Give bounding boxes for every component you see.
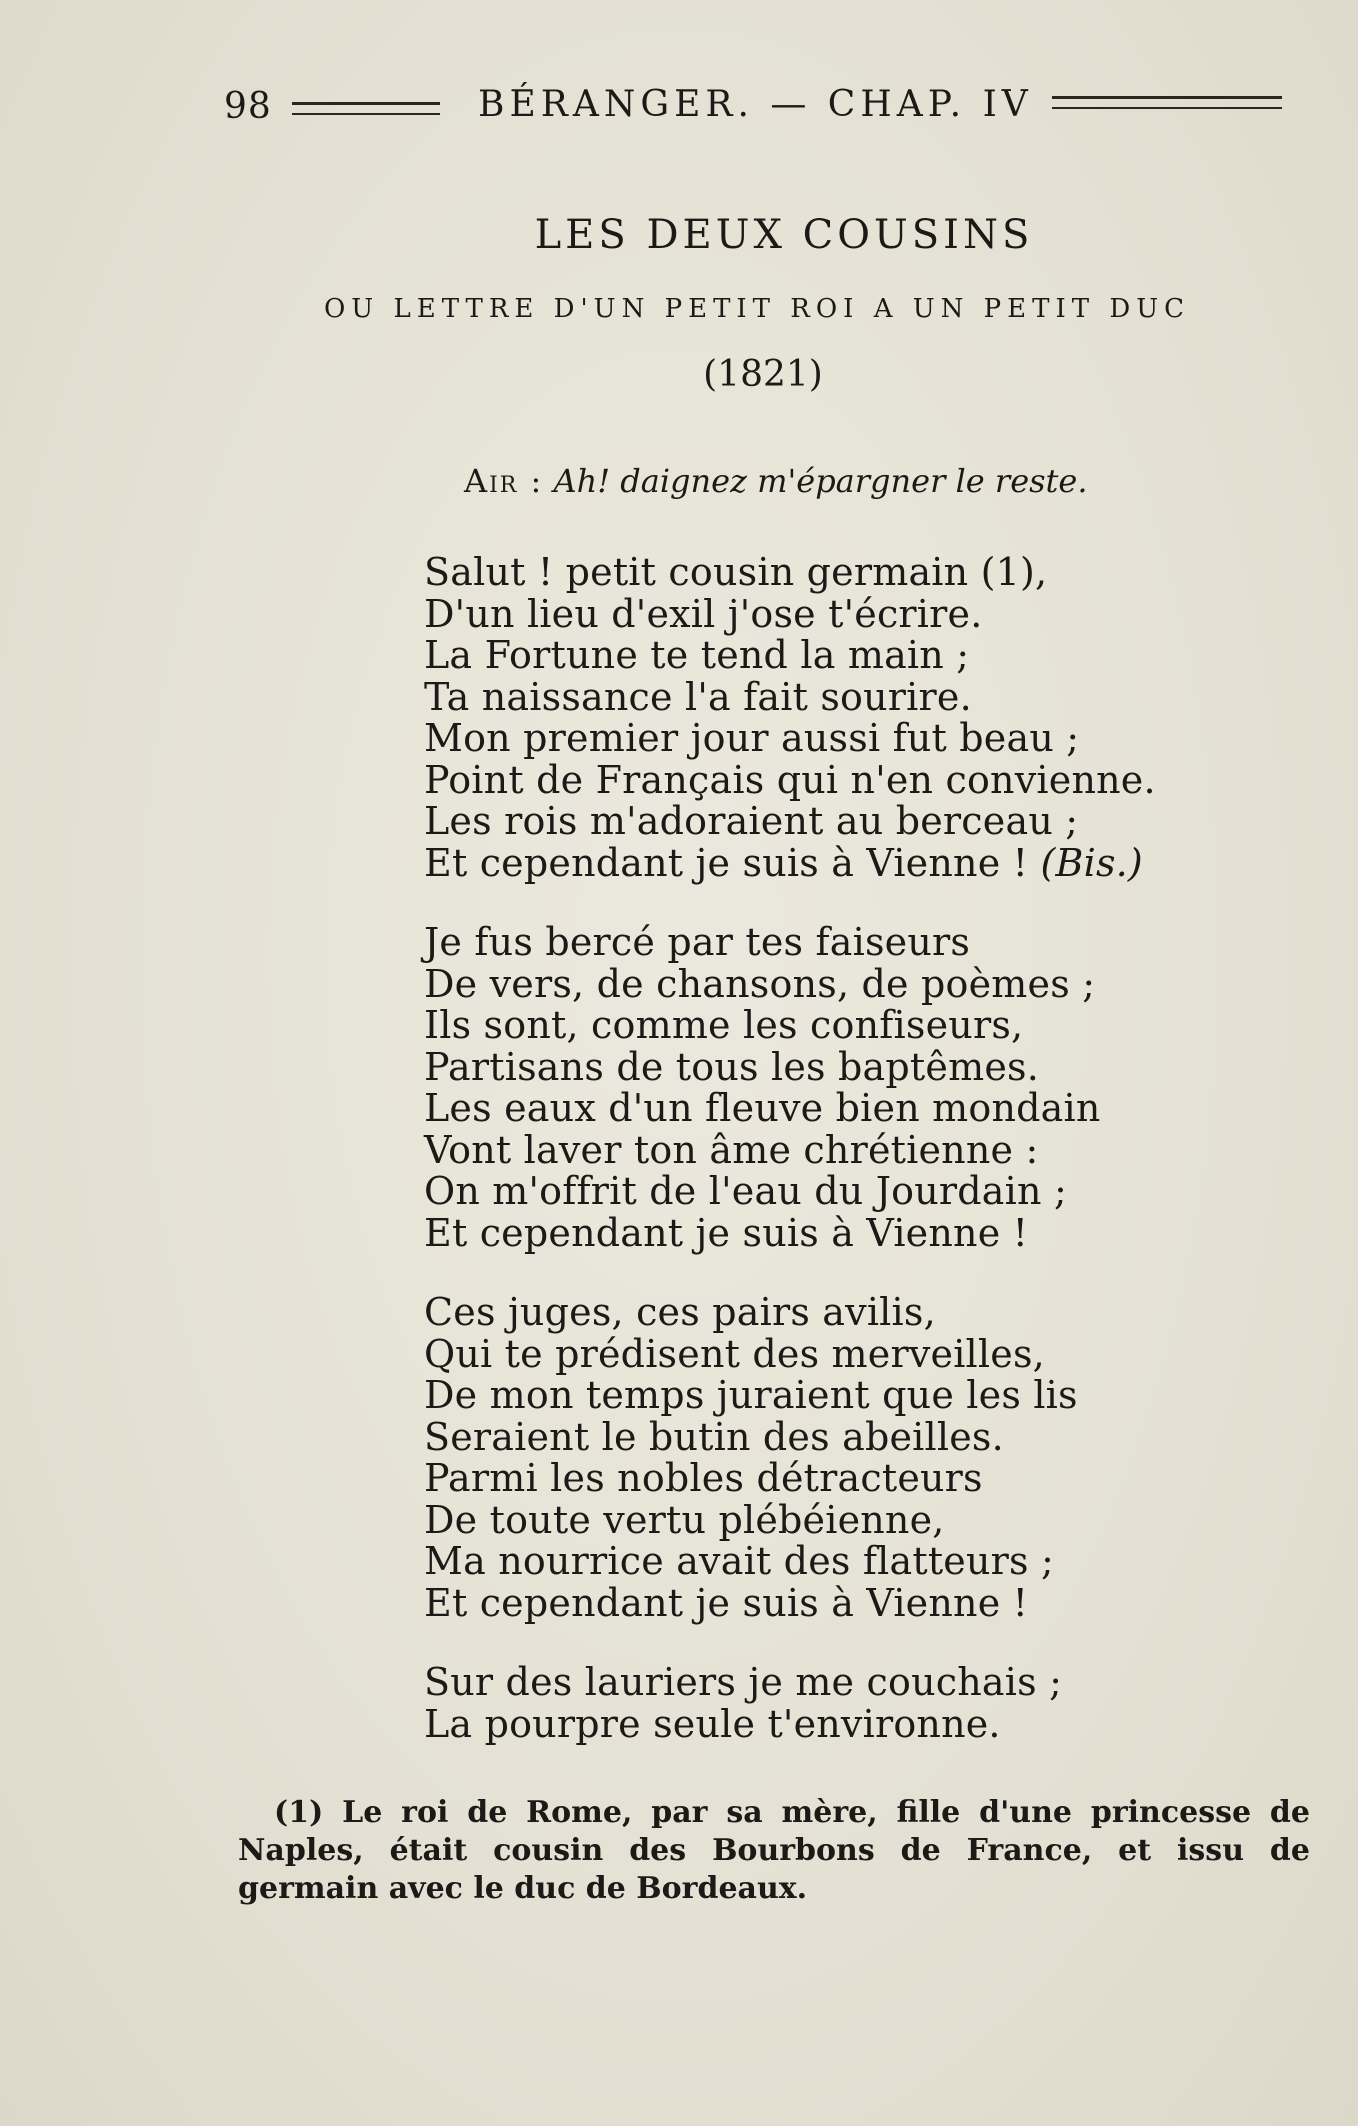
refrain-marker: (Bis.) — [1040, 840, 1143, 885]
verse: Salut ! petit cousin germain (1), — [424, 550, 1048, 594]
verse: On m'offrit de l'eau du Jourdain ; — [424, 1169, 1067, 1213]
verse: Partisans de tous les baptêmes. — [424, 1044, 1039, 1089]
verse: Qui te prédisent des merveilles, — [424, 1331, 1045, 1376]
verse: De mon temps juraient que les lis — [424, 1373, 1078, 1417]
verse-with-refrain — [424, 840, 1184, 885]
header-rule-right — [1052, 96, 1282, 109]
stanza-3 — [424, 1292, 1184, 1624]
verse: Seraient le butin des abeilles. — [424, 1414, 1004, 1459]
stanza-4 — [424, 1662, 1184, 1745]
air-line — [464, 462, 1088, 500]
verse: Ces juges, ces pairs avilis, — [424, 1290, 936, 1334]
verse: Et cependant je suis à Vienne ! — [424, 1210, 1029, 1255]
poem-title: LES DEUX COUSINS — [534, 212, 1034, 258]
verse: Je fus bercé par tes faiseurs — [424, 920, 971, 964]
stanza-2 — [424, 922, 1184, 1254]
verse: Mon premier jour aussi fut beau ; — [424, 716, 1080, 760]
verse-text: Et cependant je suis à Vienne ! — [424, 840, 1041, 885]
running-header-title: BÉRANGER. — CHAP. IV — [478, 84, 1033, 125]
verse: Les rois m'adoraient au berceau ; — [424, 799, 1079, 843]
air-label: Air : — [464, 462, 544, 500]
running-header — [224, 78, 1284, 138]
verse: De vers, de chansons, de poèmes ; — [424, 961, 1096, 1006]
verse: Ta naissance l'a fait sourire. — [424, 674, 972, 719]
verse: Ma nourrice avait des flatteurs ; — [424, 1539, 1055, 1583]
verse: Ils sont, comme les confiseurs, — [424, 1003, 1024, 1047]
air-tune: Ah! daignez m'épargner le reste. — [553, 462, 1088, 500]
verse: Sur des lauriers je me couchais ; — [424, 1660, 1063, 1704]
verse: La Fortune te tend la main ; — [424, 633, 970, 677]
poem-body — [424, 552, 1184, 1783]
header-rule-left — [292, 102, 440, 115]
verse: Vont laver ton âme chrétienne : — [424, 1127, 1039, 1172]
verse: Parmi les nobles détracteurs — [424, 1456, 983, 1500]
verse: Point de Français qui n'en convienne. — [424, 757, 1156, 802]
verse: Et cependant je suis à Vienne ! — [424, 1580, 1029, 1625]
stanza-1 — [424, 552, 1184, 884]
page-number: 98 — [224, 86, 272, 127]
verse: D'un lieu d'exil j'ose t'écrire. — [424, 591, 983, 636]
verse: Les eaux d'un fleuve bien mondain — [424, 1086, 1101, 1130]
verse: La pourpre seule t'environne. — [424, 1701, 1001, 1746]
poem-subtitle: OU LETTRE D'UN PETIT ROI A UN PETIT DUC — [323, 294, 1191, 324]
footnote: (1) Le roi de Rome, par sa mère, fille d'une princesse de Naples, était cousin des Bourbons de France, et issu de germain avec le duc de Bordeaux. — [238, 1795, 1310, 1906]
verse: De toute vertu plébéienne, — [424, 1497, 945, 1542]
poem-year: (1821) — [703, 354, 823, 395]
